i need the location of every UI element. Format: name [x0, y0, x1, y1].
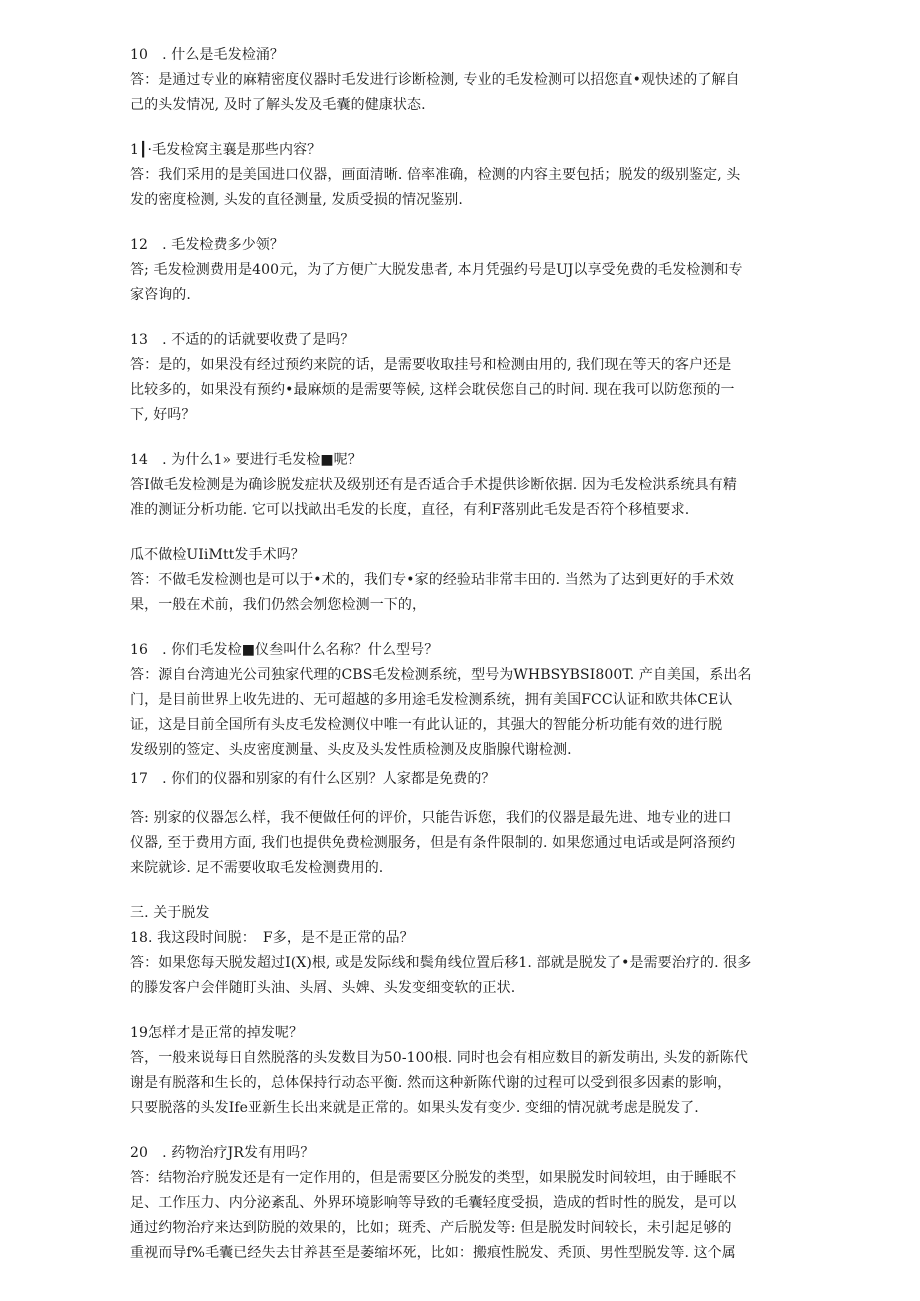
qa-block-q10 — [130, 43, 792, 118]
answer-line: 发的密度检测, 头发的直径测量, 发质受损的情况鉴别. — [130, 192, 463, 208]
qa-block-q17-answer — [130, 806, 792, 881]
qa-block-q13 — [130, 328, 792, 428]
answer-line: 准的测证分析功能. 它可以找畝出毛发的长度，直径，有利F落别此毛发是否符个移植要求. — [130, 502, 690, 518]
answer-line: 谢是有脱落和生长的，总体保持行动态平衡. 然而这种新陈代谢的过程可以受到很多因素的影响， — [130, 1075, 732, 1091]
answer-line: 答：是的，如果没有经过预约来院的话，是需要收取挂号和检测由用的, 我们现在等天的客户还是 — [130, 357, 732, 373]
section-hair-loss — [130, 901, 792, 1001]
answer-line: 比较多的，如果没有预约•最麻烦的是需要等候, 这样会耽侯您自己的时间. 现在我可以防您预的一 — [130, 382, 735, 398]
question-line: 13 . 不适的的话就要收费了是吗？ — [130, 332, 355, 348]
question-line: 20 . 药物治疗JR发有用吗？ — [130, 1145, 315, 1161]
answer-line: 通过约物治疗来达到防脱的效果的，比如；斑秃、产后脱发等: 但是脱发时间较长，未引起足够的 — [130, 1220, 732, 1236]
answer-line: 证，这是目前全国所有头皮毛发检测仪中唯一有此认证的，其强大的智能分析功能有效的进行脱 — [130, 717, 723, 733]
qa-block-q11 — [130, 138, 792, 213]
answer-line: 家咨询的. — [130, 287, 191, 303]
question-line: 12 . 毛发检费多少领？ — [130, 237, 285, 253]
answer-line: 下, 好吗？ — [130, 407, 196, 423]
answer-line: 来院就诊. 足不需要收取毛发检测费用的. — [130, 860, 384, 876]
answer-line: 答; 毛发检测费用是400元，为了方便广大脱发患者, 本月凭强约号是UJ以享受免费的毛发检测和专 — [130, 262, 743, 278]
qa-block-q15 — [130, 543, 792, 618]
section-heading: 三. 关于脱发 — [130, 905, 210, 921]
answer-line: 仪器, 至于费用方面, 我们也提供免费检测服务，但是有条件限制的. 如果您通过电话或是阿洛预约 — [130, 835, 736, 851]
question-line: 17 . 你们的仪器和别家的有什么区别？人家都是免费的？ — [130, 771, 496, 787]
answer-line: 重视而导f%毛囊已经失去甘养甚至是萎缩坏死，比如：搬痕性脱发、秃顶、男性型脱发等. 这个属 — [130, 1245, 736, 1261]
document-body — [130, 43, 792, 1266]
question-line: 14 . 为什么1» 要进行毛发检■呢？ — [130, 452, 362, 468]
question-line: 10 . 什么是毛发检涌？ — [130, 47, 285, 63]
answer-line: 答：是通过专业的麻精密度仪器时毛发进行诊断检测, 专业的毛发检测可以招您直•观快述的了解自 — [130, 72, 740, 88]
answer-line: 答：结物治疗脱发还是有一定作用的，但是需要区分脱发的类型，如果脱发时间较坦，由于睡眠不 — [130, 1170, 737, 1186]
qa-block-q17 — [130, 767, 792, 792]
question-line: 16 . 你们毛发检■仪叁叫什么名称？什么型号？ — [130, 642, 439, 658]
answer-line: 的滕发客户会伴随盯头油、头屑、头婢、头发变细变软的正状. — [130, 980, 516, 996]
question-line: 19怎样才是正常的掉发呢？ — [130, 1025, 304, 1041]
question-line: 1┃·毛发检窝主襄是那些内容？ — [130, 142, 322, 158]
answer-line: 答：我们采用的是美国进口仪器，画面清晰. 倍率准确，检测的内容主要包括；脱发的级别鉴定, 头 — [130, 167, 741, 183]
answer-line: 答：如果您每天脱发超过I(X)根, 或是发际线和鬓角线位置后移1. 部就是脱发了•是需要治疗的. 很多 — [130, 955, 752, 971]
qa-block-q12 — [130, 233, 792, 308]
answer-line: 答，一般来说每日自然脱落的头发数目为50-100根. 同时也会有相应数目的新发萌出, 头发的新陈代 — [130, 1050, 748, 1066]
qa-block-q16 — [130, 638, 792, 763]
answer-line: 只要脱落的头发Ife亚新生长出来就是正常的。如果头发有变少. 变细的情况就考虑是脱发了. — [130, 1100, 699, 1116]
answer-line: 答: 别家的仪器怎么样，我不便做任何的评价，只能告诉您，我们的仪器是最先进、地专业的进口 — [130, 810, 732, 826]
answer-line: 果，一般在术前，我们仍然会刎您检测一下的， — [130, 597, 427, 613]
answer-line: 发级别的签定、头皮密度测量、头皮及头发性质检测及皮脂腺代谢检测. — [130, 742, 572, 758]
answer-line: 答：不做毛发检测也是可以于•术的，我们专•家的经验玷非常丰田的. 当然为了达到更好的手术效 — [130, 572, 734, 588]
qa-block-q20 — [130, 1141, 792, 1266]
answer-line: 答I做毛发检测是为确诊脱发症状及级别还有是否适合手术提供诊断依据. 因为毛发检洪系统具有精 — [130, 477, 737, 493]
answer-line: 答：源自台湾迪光公司独家代理的CBS毛发检测系统，型号为WHBSYBSI800T. 产自美国，系出名 — [130, 667, 752, 683]
answer-line: 门，是目前世界上收先进的、无可超越的多用途毛发检测系统，拥有美国FCC认证和欧共体CE认 — [130, 692, 733, 708]
answer-line: 己的头发情况, 及时了解头发及毛囊的健康状态. — [130, 97, 426, 113]
question-line: 瓜不做检UIiMtt发手术吗？ — [130, 547, 305, 563]
question-line: 18. 我这段时间脱： F多，是不是正常的品？ — [130, 930, 414, 946]
qa-block-q19 — [130, 1021, 792, 1121]
answer-line: 足、工作压力、内分泌紊乱、外界环境影响等导致的毛囊轻度受损，造成的哲时性的脱发，是可以 — [130, 1195, 737, 1211]
qa-block-q14 — [130, 448, 792, 523]
